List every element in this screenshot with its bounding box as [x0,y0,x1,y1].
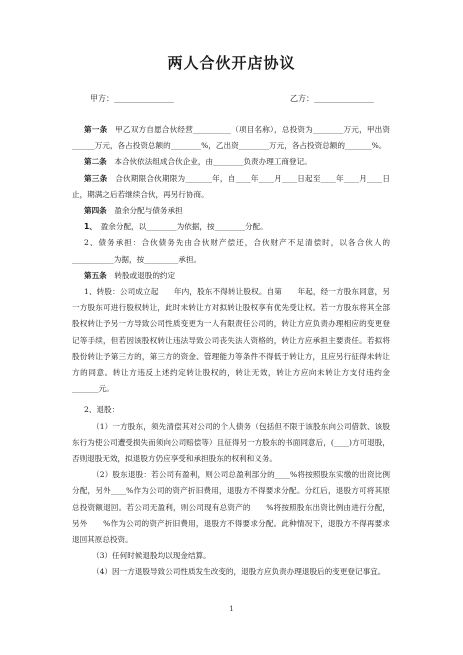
article-2 [72,154,390,170]
article-4-item-1-label: 1、 [84,222,94,232]
article-5 [72,268,390,284]
withdrawal-clause-3: （3）任何时候退股均以现金结算。 [92,551,211,561]
article-4-item-1 [72,219,390,235]
document-title: 两人合伙开店协议 [167,54,296,72]
article-3 [72,171,390,203]
party-a-field: 甲方：_______________ [90,94,174,103]
page-number: 1 [229,605,234,613]
withdrawal-clause-4: （4）因一方退股导致公司性质发生改变的，退股方应负责办理退股后的变更登记事宜。 [92,567,386,577]
withdrawal-title: 2、退股： [84,405,120,415]
article-4 [72,203,390,219]
article-1-text: 甲乙双方自愿合伙经营__________（项目名称），总投资为________万元，甲出资______万元，各占投资总额的________%，乙出资________万元，各占投资总额的_______%。 [72,125,391,151]
article-1 [72,122,390,154]
article-3-label: 第三条 [84,173,108,183]
article-4-item-2: 2、债务承担：合伙债务先由合伙财产偿还，合伙财产不足清偿时，以各合伙人的___________为据，按_________承担。 [72,238,390,264]
article-4-text: 盈余分配与债务承担 [114,206,183,216]
share-transfer-clause: 1、转股：公司成立起 年内，股东不得转让股权。自第 年起，经一方股东同意，另一方股东可进行股权转让，此时未转让方对拟转让股权享有优先受让权。若一方股东将其全部股权转让予另一方导致公司性质变更为一人有限责任公司的，转让方应负责办理相应的变更登记等手续，但若因该股权转让违法导致公司丧失法人资格的，转让方应承担主要责任。若拟将股份转让予第三方的，第三方的资金、管理能力等条件不得低于转让方，且应另行征得未转让方的同意。转让方违反上述约定转让股权的，转让无效，转让方应向未转让方支付违约金_______元。 [72,287,390,394]
article-2-label: 第二条 [84,157,107,167]
article-4-label: 第四条 [84,206,107,216]
withdrawal-clause-1: （1）一方股东，须先清偿其对公司的个人债务（包括但不限于该股东向公司借款、该股东行为使公司遭受损失而须向公司赔偿等）且征得另一方股东的书面同意后，(____)方可退股，否则退股无效，拟退股方仍应享受和承担股东的权利和义务。 [72,421,390,464]
article-5-label: 第五条 [84,270,107,280]
party-b-field: 乙方：_______________ [290,94,374,103]
article-3-text: 合伙期限合伙期限为_______年，自____年____月____日起至____年____月____日止，期满之后若继续合伙，再另行协商。 [72,173,391,199]
article-4-item-1-text: 盈余分配，以________为依据，按________分配。 [100,222,268,232]
article-5-text: 转股或退股的约定 [114,270,176,280]
article-2-text: 本合伙依法组成合伙企业，由________负责办理工商登记。 [114,157,312,167]
withdrawal-clause-2: （2）股东退股：若公司有盈利，则公司总盈利部分的____%将按照股东实缴的出资比例分配，另外____%作为公司的资产折旧费用，退股方不得要求分配。分红后，退股方可将其原总投资额退回。若公司无盈利，则公司现有总资产的 %将按照股东出资比例由进行分配，另外 %作为公司的资产折旧费用，退股方不得要求分配。此种情况下，退股方不得再要求退回其原总投资。 [72,470,390,545]
document-body [72,122,390,581]
article-1-label: 第一条 [84,125,108,134]
